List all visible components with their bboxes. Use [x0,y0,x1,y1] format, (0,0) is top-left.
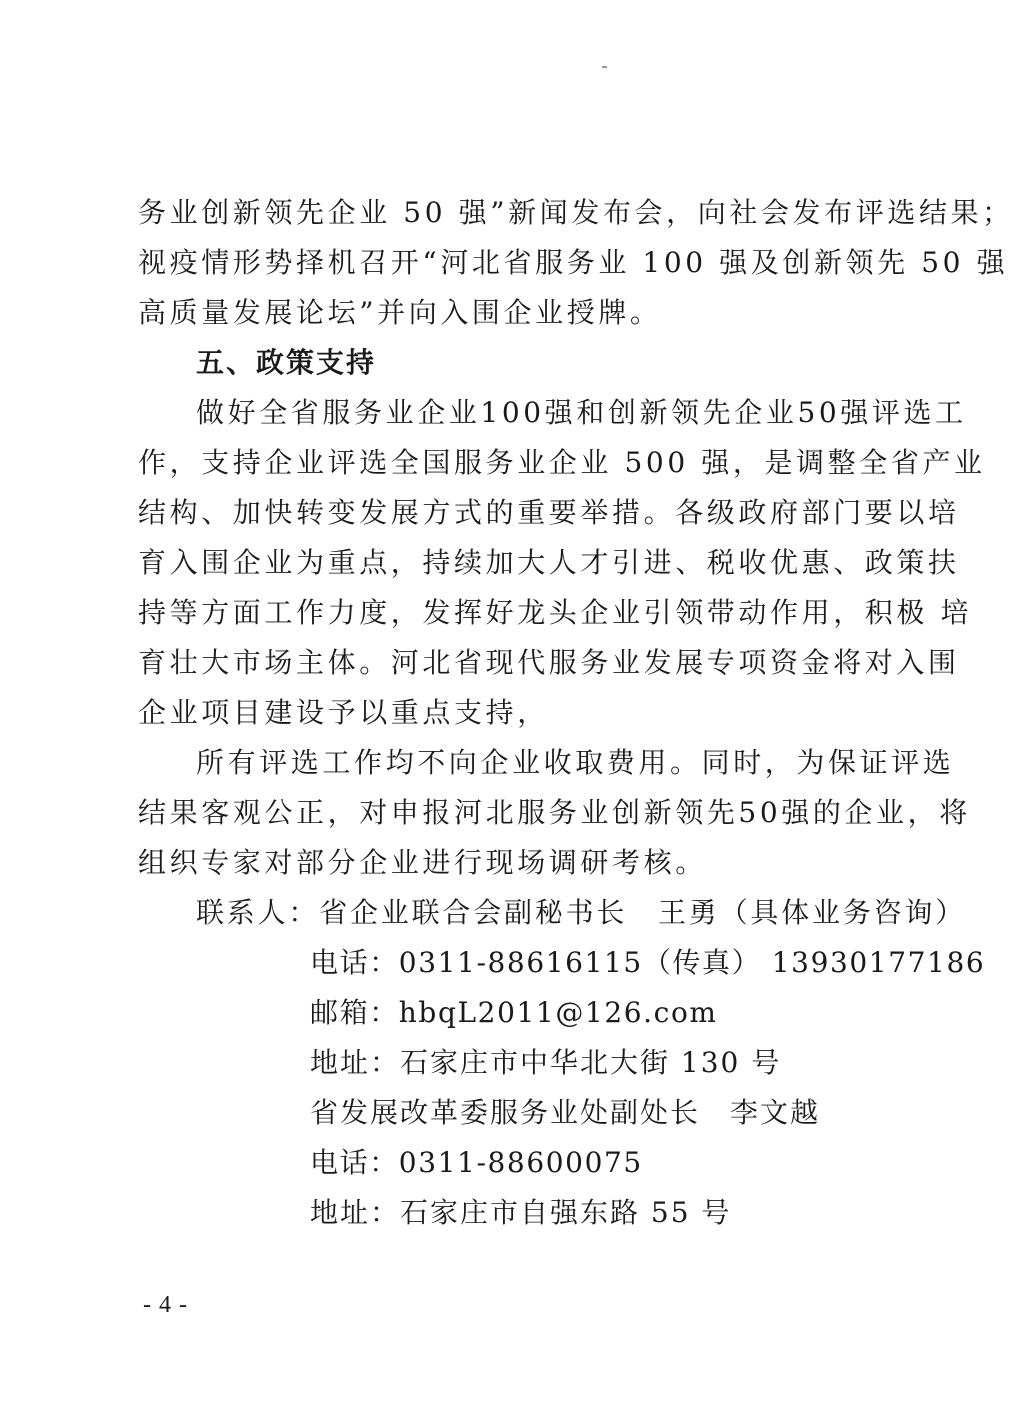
contact-phone-line: 电话：0311-88600075 [310,1146,643,1179]
paragraph-line: 育壮大市场主体。河北省现代服务业发展专项资金将对入围 [138,646,960,679]
contact-email-line: 邮箱：hbqL2011@126.com [310,996,718,1029]
scan-speck [602,66,607,68]
paragraph-line: 作，支持企业评选全国服务业企业 500 强，是调整全省产业 [138,446,986,479]
paragraph-line: 视疫情形势择机召开“河北省服务业 100 强及创新领先 50 强 [138,246,1009,279]
paragraph-line: 企业项目建设予以重点支持， [138,696,549,729]
paragraph-line: 高质量发展论坛”并向入围企业授牌。 [138,296,662,329]
second-contact-line: 省发展改革委服务业处副处长 李文越 [310,1096,821,1129]
contact-phone-line: 电话：0311-88616115（传真） 13930177186 [310,946,986,979]
paragraph-line: 务业创新领先企业 50 强”新闻发布会，向社会发布评选结果； [138,196,1014,229]
paragraph-line: 结构、加快转变发展方式的重要举措。各级政府部门要以培 [138,496,960,529]
contact-address-line: 地址：石家庄市自强东路 55 号 [310,1196,732,1229]
contact-address-line: 地址：石家庄市中华北大街 130 号 [310,1046,782,1079]
paragraph-line: 育入围企业为重点，持续加大人才引进、税收优惠、政策扶 [138,546,960,579]
paragraph-line: 组织专家对部分企业进行现场调研考核。 [138,846,707,879]
paragraph-line: 持等方面工作力度，发挥好龙头企业引领带动作用，积极 培 [138,596,973,629]
paragraph-line: 做好全省服务业企业100强和创新领先企业50强评选工 [196,396,967,429]
paragraph-line: 所有评选工作均不向企业收取费用。同时，为保证评选 [196,746,955,779]
page-number: - 4 - [143,1292,188,1318]
section-heading: 五、政策支持 [196,346,377,379]
contact-person-line: 联系人：省企业联合会副秘书长 王勇（具体业务咨询） [196,896,967,929]
paragraph-line: 结果客观公正，对申报河北服务业创新领先50强的企业，将 [138,796,971,829]
